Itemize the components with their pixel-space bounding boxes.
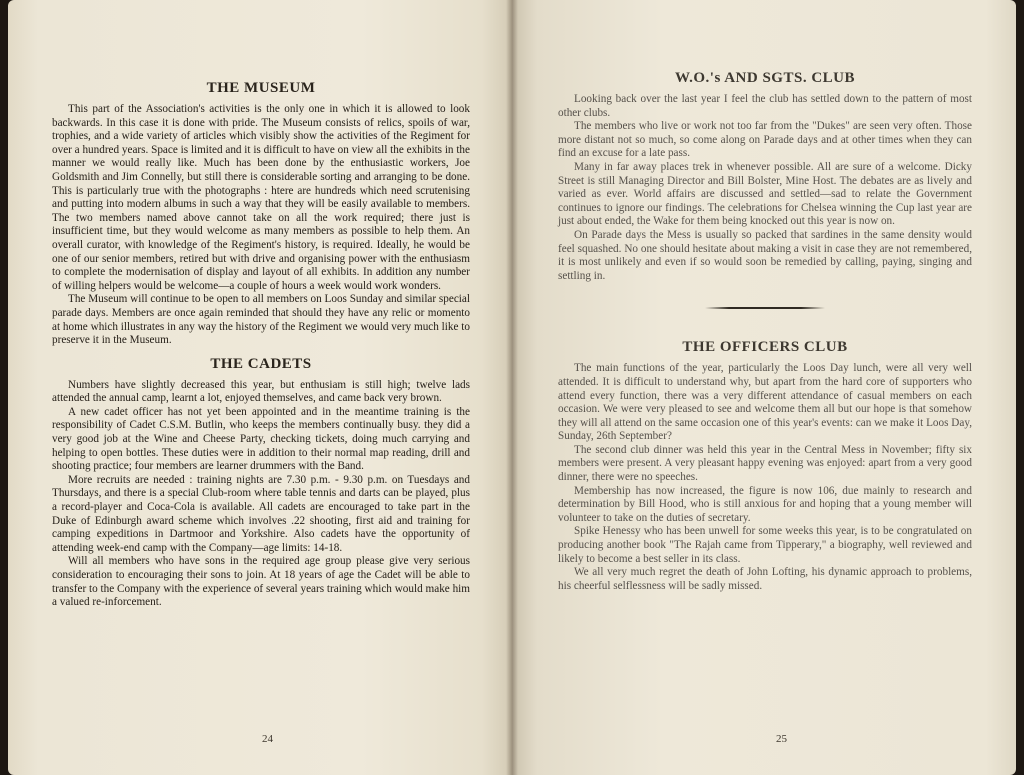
section-title-cadets: THE CADETS	[210, 355, 312, 372]
officers-club-paragraph-1: The main functions of the year, particularly the Loos Day lunch, were all very well attended. It is difficult to understand why, but apart from the hard core of supporters who attend every function, there was a very different attendance of casual members on each occasion. We were very pleased to see and welcome them all but our hope is that somehow they will all attend on the same occasion one of this year's events: can we make it Loos Day, Sunday, 26th September?	[558, 362, 972, 443]
page-number-right: 25	[776, 733, 787, 745]
officers-club-paragraph-4: Spike Henessy who has been unwell for some weeks this year, is to be congratulated on producing another book "The Rajah came from Tipperary," a biography, well reviewed and likely to become a best seller in its class.	[558, 525, 972, 565]
cadets-paragraph-4: Will all members who have sons in the required age group please give very serious consideration to encouraging their sons to join. At 18 years of age the Cadet will be able to transfer to the Company with the experience of several years training which would make him a valued re-inforcement.	[52, 555, 470, 609]
section-title-officers-club: THE OFFICERS CLUB	[682, 339, 848, 356]
right-page	[512, 0, 1016, 775]
wos-club-paragraph-1: Looking back over the last year I feel the club has settled down to the pattern of most other clubs.	[558, 93, 972, 119]
page-number-left: 24	[262, 733, 273, 745]
officers-club-paragraph-5: We all very much regret the death of John Lofting, his dynamic approach to problems, his cheerful selflessness will be sadly missed.	[558, 566, 972, 592]
cadets-paragraph-3: More recruits are needed : training nights are 7.30 p.m. - 9.30 p.m. on Tuesdays and Thursdays, and there is a special Club-room where table tennis and darts can be played, plus a record-player and Coca-Cola is available. All cadets are encouraged to take part in the Duke of Edinburgh award scheme which involves .22 shooting, first aid and training for camping expeditions in Dartmoor and Yorkshire. Also cadets have the opportunity of attending week-end camp with the Company—age limits: 14-18.	[52, 473, 470, 554]
officers-club-paragraph-3: Membership has now increased, the figure is now 106, due mainly to research and determination by Bill Hood, who is still anxious for and hoping that a young member will volunteer to take on the duties of secretary.	[558, 484, 972, 524]
wos-club-paragraph-3: Many in far away places trek in whenever possible. All are sure of a welcome. Dicky Street is still Managing Director and Bill Bolster, Mine Host. The debates are as lively and varied as ever. World affairs are discussed and settled—sad to relate the Government continues to ignore our findings. The celebrations for Chelsea winning the Cup last year are just about ended, the Wake for them being knocked out this year is now on.	[558, 160, 972, 228]
cadets-paragraph-1: Numbers have slightly decreased this year, but enthusiam is still high; twelve lads attended the annual camp, learnt a lot, enjoyed themselves, and came back very brown.	[52, 378, 470, 405]
left-page	[8, 0, 512, 775]
right-page-content	[558, 70, 972, 593]
wos-club-paragraph-4: On Parade days the Mess is usually so packed that sardines in the same density would feel squashed. No one should hesitate about making a visit in case they are not remembered, it is most unlikely and even if so would soon be remedied by calling, paying, singing and settling in.	[558, 228, 972, 282]
wos-club-paragraph-2: The members who live or work not too far from the "Dukes" are seen very often. Those more distant not so much, so come along on Parade days and at other times when they can find an excuse for a late pass.	[558, 120, 972, 160]
museum-paragraph-1: This part of the Association's activities is the only one in which it is allowed to look backwards. In this case it is done with pride. The Museum consists of relics, spoils of war, trophies, and a wide variety of articles which visibly show the activities of the Regiment for over a hundred years. Space is limited and it is difficult to have on view all the exhibits in the manner we would really like. Much has been done by the enthusiastic workers, Joe Goldsmith and Jim Connelly, but still there is considerable sorting and arranging to be done. This is particularly true with the photographs : htere are hundreds which need scrutenising and putting into modern albums in such a way that they will be easily available to members. The two members named above cannot take on all the work required; there just is insufficient time, but they would welcome as many members as possible to help them. An overall curator, with knowledge of the Regiment's history, is required. Ideally, he would be one of our senior members, retired but with drive and organising power with the enthusiasm to complete the modernisation of display and layout of all exhibits. In addition any number of willing helpers would be welcome—a couple of hours a week would work wonders.	[52, 103, 470, 292]
section-title-wos-club: W.O.'s AND SGTS. CLUB	[675, 70, 855, 86]
cadets-paragraph-2: A new cadet officer has not yet been appointed and in the meantime training is the responsibility of Cadet C.S.M. Butlin, who keeps the members continually busy. they did a very good job at the Wine and Cheese Party, checking tickets, doing much carrying and helping to open bottles. These duties were in addition to their normal map reading, drill and shooting practice; four members are learner drummers with the Band.	[52, 405, 470, 473]
left-page-content	[52, 80, 470, 610]
museum-paragraph-2: The Museum will continue to be open to all members on Loos Sunday and similar special parade days. Members are once again reminded that should they have any relic or momento at home which illustrates in any way the history of the Regiment we would very much like to preserve it in the Museum.	[52, 293, 470, 347]
section-title-museum: THE MUSEUM	[206, 80, 316, 96]
officers-club-paragraph-2: The second club dinner was held this year in the Central Mess in November; fifty six members were present. A very pleasant happy evening was enjoyed: apart from a very good dinner, there were no speeches.	[558, 443, 972, 484]
section-divider	[705, 307, 825, 309]
